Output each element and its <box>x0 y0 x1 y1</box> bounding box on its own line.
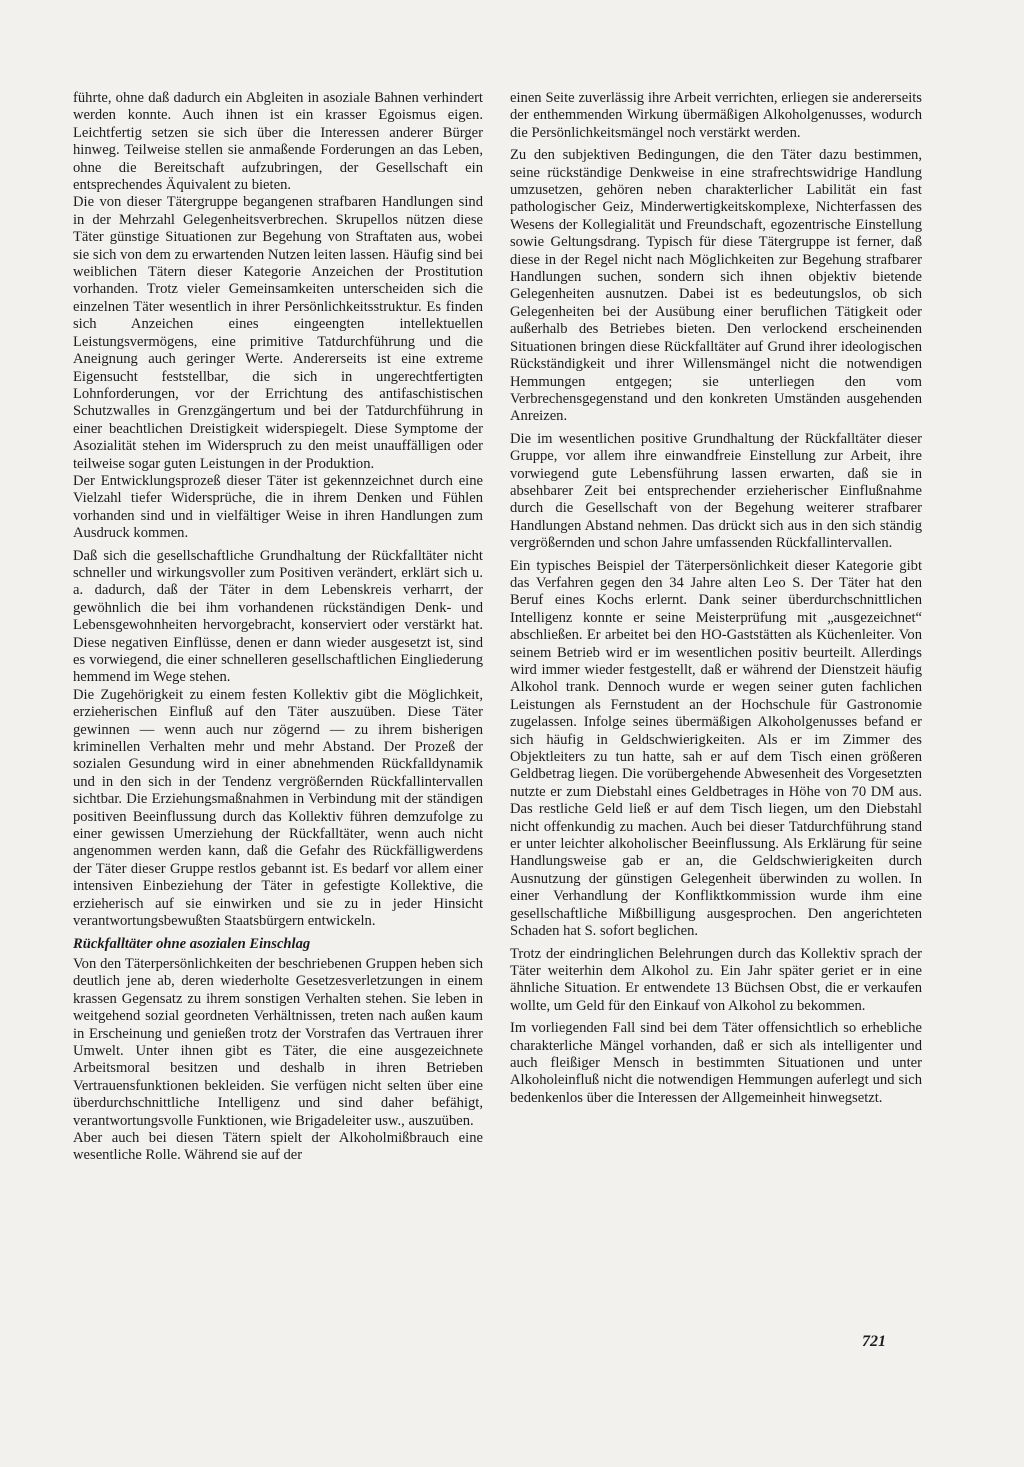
paragraph: führte, ohne daß dadurch ein Abgleiten in asoziale Bahnen verhindert werden konnte. Auch ihnen ist ein krasser Egoismus eigen. Leichtfertig setzen sie sich über die Interessen anderer Bürger hinweg. Teilweise stellen sie anmaßende Forderungen an das Leben, ohne die Bereitschaft aufzubringen, der Gesellschaft ein entsprechendes Äquivalent zu bieten. <box>73 90 483 194</box>
paragraph: Die von dieser Tätergruppe begangenen strafbaren Handlungen sind in der Mehrzahl Gelegenheitsverbrechen. Skrupellos nützen diese Täter günstige Situationen zur Begehung von Straftaten aus, wobei sie sich von dem zu erwartenden Nutzen leiten lassen. Häufig sind bei weiblichen Tätern dieser Kategorie Anzeichen der Prostitution vorhanden. Trotz vieler Gemeinsamkeiten unterscheiden sich die einzelnen Täter wesentlich in ihrer Persönlichkeitsstruktur. Es finden sich Anzeichen eines eingeengten intellektuellen Leistungsvermögens, eine primitive Tatdurchführung und die Aneignung auch geringer Werte. Andererseits ist eine extreme Eigensucht feststellbar, die sich in ungerechtfertigten Lohnforderungen, vor der Errichtung des antifaschistischen Schutzwalles in Grenzgängertum und bei der Tatdurchführung in einer beachtlichen Dreistigkeit widerspiegelt. Diese Symptome der Asozialität stehen im Widerspruch zu den meist unauffälligen oder teilweise sogar guten Leistungen in der Produktion. <box>73 194 483 472</box>
paragraph: Trotz der eindringlichen Belehrungen durch das Kollektiv sprach der Täter weiterhin dem Alkohol zu. Ein Jahr später geriet er in eine ähnliche Situation. Er entwendete 13 Büchsen Obst, die er verkaufen wollte, um Geld für den Einkauf von Alkohol zu bekommen. <box>510 945 922 1014</box>
paragraph: Daß sich die gesellschaftliche Grundhaltung der Rückfalltäter nicht schneller und wirkungsvoller zum Positiven verändert, erklärt sich u. a. dadurch, daß der Täter in dem Lebenskreis verharrt, der gewöhnlich die bei ihm vorhandenen rückständigen Denk- und Lebensgewohnheiten hervorgebracht, konserviert oder verstärkt hat. Diese negativen Einflüsse, denen er dann wieder ausgesetzt ist, sind es vorwiegend, die einer schnelleren gesellschaftlichen Eingliederung hemmend im Wege stehen. <box>73 547 483 686</box>
left-column <box>73 90 483 1165</box>
page-number: 721 <box>862 1333 886 1350</box>
paragraph: Von den Täterpersönlichkeiten der beschriebenen Gruppen heben sich deutlich jene ab, deren wiederholte Gesetzesverletzungen in einem krassen Gegensatz zu ihrem sonstigen Verhalten stehen. Sie leben in weitgehend sozial geordneten Verhältnissen, treten nach außen kaum in Erscheinung und genießen trotz der Vorstrafen das Vertrauen ihrer Umwelt. Unter ihnen gibt es Täter, die eine ausgezeichnete Arbeitsmoral besitzen und deshalb in ihren Betrieben Vertrauensfunktionen bekleiden. Sie verfügen nicht selten über eine überdurchschnittliche Intelligenz und sind daher befähigt, verantwortungsvolle Funktionen, wie Brigadeleiter usw., auszuüben. <box>73 955 483 1129</box>
section-subheading: Rückfalltäter ohne asozialen Einschlag <box>73 935 311 952</box>
paragraph: Im vorliegenden Fall sind bei dem Täter offensichtlich so erhebliche charakterliche Mängel vorhanden, daß er sich als intelligenter und auch fleißiger Mensch in bestimmten Situationen und unter Alkoholeinfluß nicht die notwendigen Hemmungen auferlegt und sich bedenkenlos über die Interessen der Allgemeinheit hinwegsetzt. <box>510 1020 922 1106</box>
paragraph: Aber auch bei diesen Tätern spielt der Alkoholmißbrauch eine wesentliche Rolle. Während sie auf der <box>73 1129 483 1164</box>
paragraph: einen Seite zuverlässig ihre Arbeit verrichten, erliegen sie andererseits der enthemmenden Wirkung übermäßigen Alkoholgenusses, wodurch die Persönlichkeitsmängel noch verstärkt werden. <box>510 90 922 141</box>
paragraph: Die im wesentlichen positive Grundhaltung der Rückfalltäter dieser Gruppe, vor allem ihre einwandfreie Einstellung zur Arbeit, ihre vorwiegend gute Lebensführung lassen erwarten, daß sie in absehbarer Zeit bei entsprechender erzieherischer Einflußnahme durch die Gesellschaft von der Begehung weiterer strafbarer Handlungen Abstand nehmen. Das drückt sich aus in den sich ständig vergrößernden und schon Jahre umfassenden Rückfallintervallen. <box>510 430 922 552</box>
paragraph: Ein typisches Beispiel der Täterpersönlichkeit dieser Kategorie gibt das Verfahren gegen den 34 Jahre alten Leo S. Der Täter hat den Beruf eines Kochs erlernt. Dank seiner überdurchschnittlichen Intelligenz konnte er seine Meisterprüfung mit „ausgezeichnet“ abschließen. Er arbeitet bei den HO-Gaststätten als Küchenleiter. Von seinem Betrieb wird er im wesentlichen positiv beurteilt. Allerdings wird immer wieder festgestellt, daß er während der Dienstzeit häufig Alkohol trank. Dennoch wurde er wegen seiner guten fachlichen Leistungen als Fernstudent an der Hochschule für Gastronomie zugelassen. Infolge seines übermäßigen Alkoholgenusses befand er sich häufig in Geldschwierigkeiten. Als er im Zimmer des Objektleiters zu tun hatte, sah er auf dem Tisch einen größeren Geldbetrag liegen. Die vorübergehende Abwesenheit des Vorgesetzten nutzte er zum Diebstahl eines Geldbetrages in Höhe von 70 DM aus. Das restliche Geld ließ er auf dem Tisch liegen, um den Diebstahl nicht offenkundig zu machen. Auch bei dieser Tatdurchführung stand er unter leichter alkoholischer Beeinflussung. Als Erklärung für seine Handlungsweise gab er an, die Geldschwierigkeiten durch Ausnutzung der günstigen Gelegenheit überwinden zu wollen. In einer Verhandlung der Konfliktkommission wurde ihm eine gesellschaftliche Mißbilligung ausgesprochen. Den angerichteten Schaden hat S. sofort beglichen. <box>510 557 922 940</box>
paragraph: Die Zugehörigkeit zu einem festen Kollektiv gibt die Möglichkeit, erzieherischen Einfluß auf den Täter auszuüben. Diese Täter gewinnen — wenn auch nur zögernd — zu ihrem bisherigen kriminellen Verhalten mehr und mehr Abstand. Der Prozeß der sozialen Gesundung wird in einer abnehmenden Rückfalldynamik und in den sich in der Tendenz vergrößernden Rückfallintervallen sichtbar. Die Erziehungsmaßnahmen in Verbindung mit der ständigen positiven Beeinflussung durch das Kollektiv führen demzufolge zu einer gewissen Umerziehung der Rückfalltäter, wenn auch nicht angenommen werden kann, daß die Gefahr des Rückfälligwerdens der Täter dieser Gruppe restlos gebannt ist. Es bedarf vor allem einer intensiven Einbeziehung der Täter in gefestigte Kollektive, die erzieherisch auf sie einwirken und sie zu in jeder Hinsicht verantwortungsbewußten Staatsbürgern entwickeln. <box>73 686 483 930</box>
paragraph: Zu den subjektiven Bedingungen, die den Täter dazu bestimmen, seine rückständige Denkweise in eine strafrechtswidrige Handlung umzusetzen, gehören neben charakterlicher Labilität ein fast pathologischer Geiz, Minderwertigkeitskomplexe, Nichterfassen des Wesens der Kollegialität und Freundschaft, egozentrische Einstellung sowie Geltungsdrang. Typisch für diese Tätergruppe ist ferner, daß diese in der Regel nicht nach Möglichkeiten zur Begehung strafbarer Handlungen suchen, sondern sich ihnen objektiv bietende Gelegenheiten ausnutzen. Dabei ist es bedeutungslos, ob sich Gelegenheiten bei der Ausübung einer beruflichen Tätigkeit oder außerhalb des Betriebes bieten. Den verlockend erscheinenden Situationen bringen diese Rückfalltäter auf Grund ihrer ideologischen Rückständigkeit und ihrer Willensmängel nicht die notwendigen Hemmungen entgegen; sie unterliegen den vom Verbrechensgegenstand und den konkreten Umständen ausgehenden Anreizen. <box>510 147 922 425</box>
paragraph: Der Entwicklungsprozeß dieser Täter ist gekennzeichnet durch eine Vielzahl tiefer Widersprüche, die in ihrem Denken und Fühlen vorhanden sind und in vielfältiger Weise in ihren Handlungen zum Ausdruck kommen. <box>73 472 483 542</box>
right-column <box>510 90 922 1107</box>
